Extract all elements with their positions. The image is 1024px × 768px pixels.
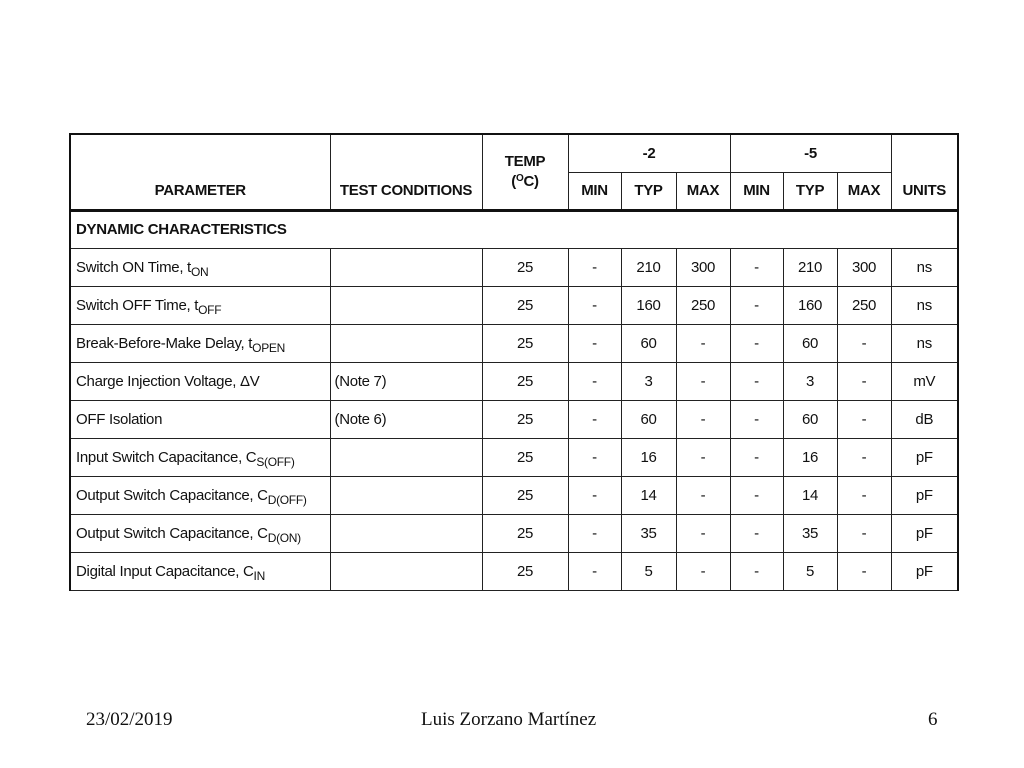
param-cell [70,438,330,476]
typ5-cell: 16 [783,438,837,476]
typ2-cell: 160 [621,286,676,324]
min2-cell: - [568,248,621,286]
table-row [70,514,958,552]
typ5-cell: 210 [783,248,837,286]
param-subscript: IN [253,568,265,583]
header-test-conditions: TEST CONDITIONS [330,134,482,210]
table-row [70,286,958,324]
header-max-2: MAX [676,172,730,210]
max2-cell: - [676,324,730,362]
min5-cell: - [730,476,783,514]
temp-cell: 25 [482,286,568,324]
max2-cell: - [676,552,730,590]
temp-cell: 25 [482,400,568,438]
max5-cell: 300 [837,248,891,286]
header-typ-2: TYP [621,172,676,210]
min2-cell: - [568,324,621,362]
min2-cell: - [568,552,621,590]
temp-unit-close: C) [523,172,539,190]
min2-cell: - [568,400,621,438]
min2-cell: - [568,362,621,400]
header-group-5: -5 [730,134,891,172]
param-text: Input Switch Capacitance, C [76,448,257,466]
header-max-5: MAX [837,172,891,210]
max5-cell: - [837,514,891,552]
typ2-cell: 210 [621,248,676,286]
typ5-cell: 5 [783,552,837,590]
max2-cell: - [676,514,730,552]
param-subscript: D(ON) [267,530,301,545]
table-row [70,362,958,400]
header-units: UNITS [891,134,958,210]
header-temp-unit [483,172,568,192]
table-row [70,438,958,476]
units-cell: pF [891,552,958,590]
max2-cell: 300 [676,248,730,286]
test-condition-cell [330,286,482,324]
temp-cell: 25 [482,514,568,552]
max2-cell: - [676,476,730,514]
max5-cell: - [837,438,891,476]
temp-cell: 25 [482,324,568,362]
param-cell [70,324,330,362]
max2-cell: - [676,362,730,400]
header-parameter: PARAMETER [70,134,330,210]
param-cell [70,286,330,324]
max2-cell: 250 [676,286,730,324]
typ5-cell: 3 [783,362,837,400]
param-text: OFF Isolation [76,410,163,428]
temp-cell: 25 [482,362,568,400]
table-body [70,210,958,590]
param-cell [70,248,330,286]
table-row [70,552,958,590]
param-subscript: OFF [198,302,222,317]
typ5-cell: 14 [783,476,837,514]
param-text: Charge Injection Voltage, ΔV [76,372,260,390]
table-row [70,476,958,514]
min5-cell: - [730,514,783,552]
header-typ-5: TYP [783,172,837,210]
test-condition-cell: (Note 6) [330,400,482,438]
temp-cell: 25 [482,476,568,514]
param-text: Output Switch Capacitance, C [76,524,268,542]
typ2-cell: 16 [621,438,676,476]
footer-date: 23/02/2019 [86,709,173,730]
typ2-cell: 60 [621,400,676,438]
temp-cell: 25 [482,552,568,590]
temp-cell: 25 [482,248,568,286]
test-condition-cell [330,476,482,514]
typ2-cell: 60 [621,324,676,362]
typ2-cell: 35 [621,514,676,552]
max2-cell: - [676,438,730,476]
param-cell [70,362,330,400]
min2-cell: - [568,514,621,552]
section-title: DYNAMIC CHARACTERISTICS [70,210,958,248]
typ5-cell: 60 [783,324,837,362]
units-cell: pF [891,514,958,552]
typ5-cell: 160 [783,286,837,324]
param-subscript: S(OFF) [256,454,295,469]
min5-cell: - [730,286,783,324]
max5-cell: - [837,400,891,438]
temp-unit-degree: O [515,172,524,184]
footer-page-number: 6 [928,709,938,730]
table-row [70,400,958,438]
test-condition-cell [330,248,482,286]
param-text: Digital Input Capacitance, C [76,562,254,580]
units-cell: mV [891,362,958,400]
units-cell: ns [891,286,958,324]
max5-cell: 250 [837,286,891,324]
min5-cell: - [730,438,783,476]
test-condition-cell [330,438,482,476]
dynamic-characteristics-table [69,133,959,591]
param-text: Output Switch Capacitance, C [76,486,268,504]
max5-cell: - [837,362,891,400]
test-condition-cell [330,552,482,590]
min5-cell: - [730,362,783,400]
param-text: Switch ON Time, t [76,258,191,276]
max5-cell: - [837,476,891,514]
param-text: Switch OFF Time, t [76,296,199,314]
param-text: Break-Before-Make Delay, t [76,334,253,352]
header-min-2: MIN [568,172,621,210]
header-temp [482,134,568,210]
units-cell: dB [891,400,958,438]
test-condition-cell: (Note 7) [330,362,482,400]
param-subscript: OPEN [252,340,285,355]
units-cell: pF [891,476,958,514]
table-row [70,248,958,286]
units-cell: ns [891,248,958,286]
units-cell: ns [891,324,958,362]
param-cell [70,514,330,552]
param-cell [70,476,330,514]
typ2-cell: 5 [621,552,676,590]
min5-cell: - [730,324,783,362]
min5-cell: - [730,248,783,286]
min2-cell: - [568,438,621,476]
max5-cell: - [837,552,891,590]
max2-cell: - [676,400,730,438]
temp-cell: 25 [482,438,568,476]
section-row [70,210,958,248]
min5-cell: - [730,552,783,590]
header-min-5: MIN [730,172,783,210]
param-subscript: D(OFF) [267,492,307,507]
units-cell: pF [891,438,958,476]
typ5-cell: 35 [783,514,837,552]
param-subscript: ON [190,264,209,279]
param-cell [70,552,330,590]
temp-unit-open: ( [511,172,516,190]
footer-author: Luis Zorzano Martínez [421,709,597,730]
min5-cell: - [730,400,783,438]
max5-cell: - [837,324,891,362]
param-cell [70,400,330,438]
header-group-2: -2 [568,134,730,172]
header-temp-label: TEMP [504,152,546,170]
test-condition-cell [330,324,482,362]
table-row [70,324,958,362]
min2-cell: - [568,476,621,514]
typ2-cell: 14 [621,476,676,514]
typ5-cell: 60 [783,400,837,438]
typ2-cell: 3 [621,362,676,400]
min2-cell: - [568,286,621,324]
test-condition-cell [330,514,482,552]
